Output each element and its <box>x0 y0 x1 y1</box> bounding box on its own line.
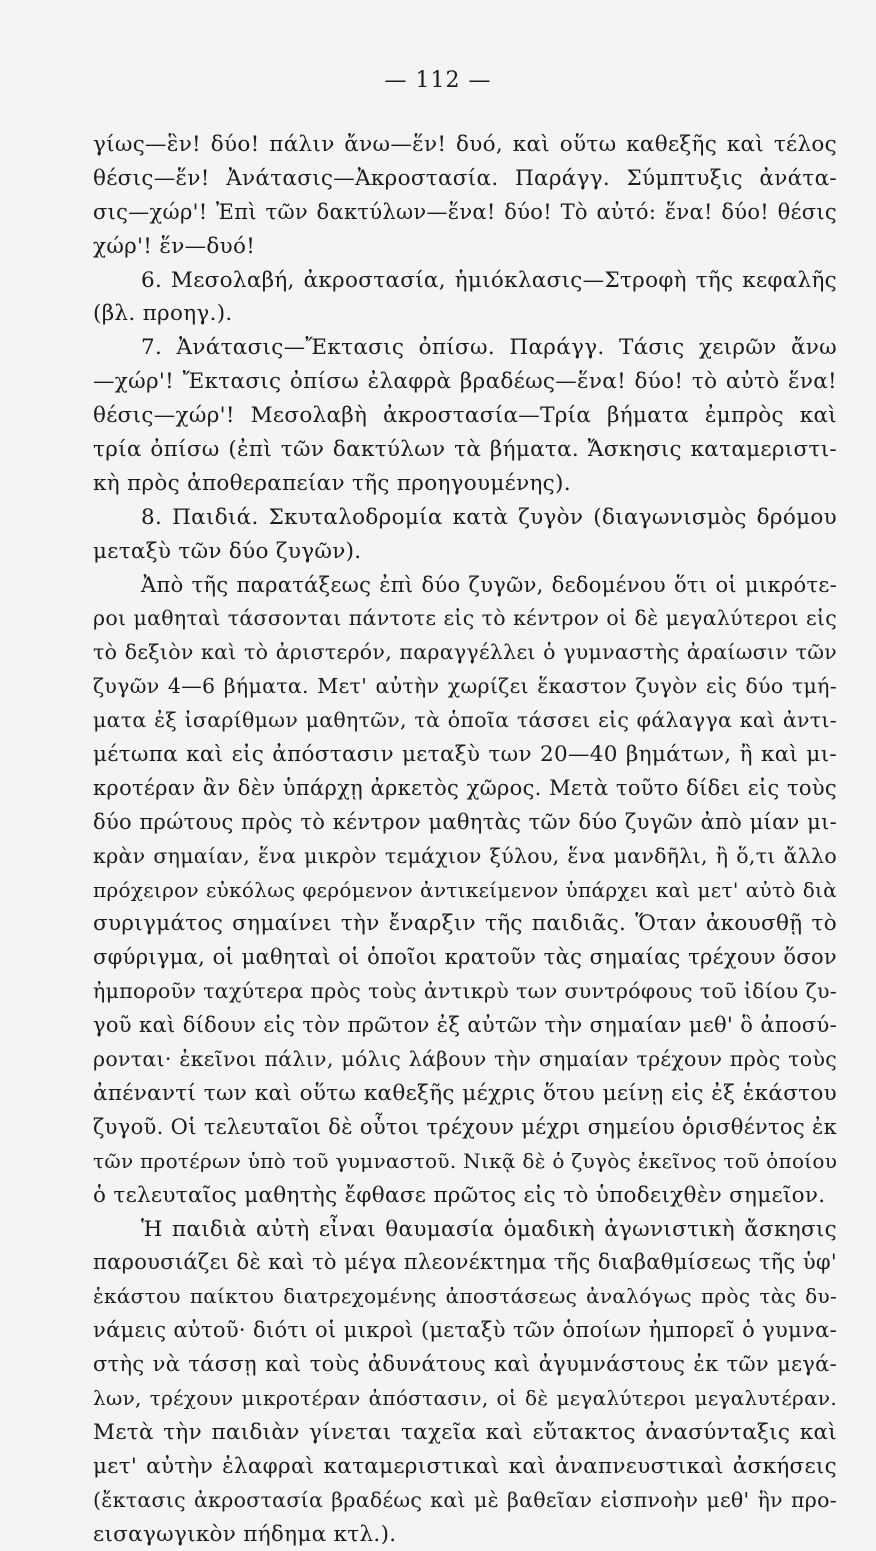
text-line: Ἀπὸ τῆς παρατάξεως ἐπὶ δύο ζυγῶν, δεδομένου ὅτι οἱ μικρότε- <box>141 572 837 597</box>
text-line: 8. Παιδιά. Σκυταλοδρομία κατὰ ζυγὸν (διαγωνισμὸς δρόμου <box>141 504 837 530</box>
text-line: μετ' αὐτὴν ἐλαφραὶ καταμεριστικαὶ καὶ ἀναπνευστικαὶ ἀσκήσεις <box>93 1453 837 1479</box>
text-line: (ἔκτασις ἀκροστασία βραδέως καὶ μὲ βαθεῖαν εἰσπνοὴν μεθ' ἣν προ- <box>93 1487 837 1512</box>
text-line: κρὰν σημαίαν, ἕνα μικρὸν τεμάχιον ξύλου, ἕνα μανδῆλι, ἢ ὅ,τι ἄλλο <box>93 843 837 868</box>
text-line: γοῦ καὶ δίδουν εἰς τὸν πρῶτον ἐξ αὐτῶν τὴν σημαίαν μεθ' ὃ ἀποσύ- <box>93 1013 837 1038</box>
text-line: λων, τρέχουν μικροτέραν ἀπόστασιν, οἱ δὲ μεγαλύτεροι μεγαλυτέραν. <box>93 1385 837 1410</box>
text-line: κροτέραν ἂν δὲν ὑπάρχῃ ἀρκετὸς χῶρος. Μετὰ τοῦτο δίδει εἰς τοὺς <box>93 775 837 800</box>
page-number: — 112 — <box>384 68 492 93</box>
text-line: δύο πρώτους πρὸς τὸ κέντρον μαθητὰς τῶν δύο ζυγῶν ἀπὸ μίαν μι- <box>93 809 837 834</box>
text-line: τῶν προτέρων ὑπὸ τοῦ γυμναστοῦ. Νικᾷ δὲ ὁ ζυγὸς ἐκεῖνος τοῦ ὁποίου <box>93 1148 838 1173</box>
text-line: σις—χώρ'! Ἐπὶ τῶν δακτύλων—ἕνα! δύο! Τὸ αὐτό: ἕνα! δύο! θέσις <box>93 199 837 224</box>
text-line: θέσις—ἕν! Ἀνάτασις—Ἀκροστασία. Παράγγ. Σύμπτυξις ἀνάτα- <box>93 165 837 191</box>
text-line: ἠμποροῦν ταχύτερα πρὸς τοὺς ἀντικρὺ των συντρόφους τοῦ ἰδίου ζυ- <box>93 979 837 1004</box>
text-line: πρόχειρον εὐκόλως φερόμενον ἀντικείμενον ὑπάρχει καὶ μετ' αὐτὸ διὰ <box>93 877 837 902</box>
text-line: ματα ἐξ ἰσαρίθμων μαθητῶν, τὰ ὁποῖα τάσσει εἰς φάλαγγα καὶ ἀντι- <box>93 708 837 733</box>
text-line: μεταξὺ τῶν δύο ζυγῶν). <box>93 538 362 564</box>
text-line: τὸ δεξιὸν καὶ τὸ ἀριστερόν, παραγγέλλει ὁ γυμναστὴς ἀραίωσιν τῶν <box>93 640 837 665</box>
text-line: σφύριγμα, οἱ μαθηταὶ οἱ ὁποῖοι κρατοῦν τὰς σημαίας τρέχουν ὅσον <box>93 945 837 970</box>
text-line: ρονται· ἐκεῖνοι πάλιν, μόλις λάβουν τὴν σημαίαν τρέχουν πρὸς τοὺς <box>93 1047 837 1072</box>
text-line: θέσις—χώρ'! Μεσολαβὴ ἀκροστασία—Τρία βήματα ἐμπρὸς καὶ <box>93 403 837 429</box>
text-line: 7. Ἀνάτασις—Ἔκτασις ὀπίσω. Παράγγ. Τάσις χειρῶν ἄνω <box>141 335 837 361</box>
text-line: Μετὰ τὴν παιδιὰν γίνεται ταχεῖα καὶ εὔτακτος ἀνασύνταξις καὶ <box>93 1419 837 1445</box>
text-line: —χώρ'! Ἔκτασις ὀπίσω ἐλαφρὰ βραδέως—ἕνα! δύο! τὸ αὐτὸ ἕνα! <box>93 369 837 395</box>
text-line: ὁ τελευταῖος μαθητὴς ἔφθασε πρῶτος εἰς τὸ ὑποδειχθὲν σημεῖον. <box>93 1182 826 1208</box>
text-line: νάμεις αὐτοῦ· διότι οἱ μικροὶ (μεταξὺ τῶν ὁποίων ἠμπορεῖ ὁ γυμνα- <box>93 1318 837 1343</box>
text-line: (βλ. προηγ.). <box>93 301 233 327</box>
text-line: ροι μαθηταὶ τάσσονται πάντοτε εἰς τὸ κέντρον οἱ δὲ μεγαλύτεροι εἰς <box>93 606 837 631</box>
text-line: κὴ πρὸς ἀποθεραπείαν τῆς προηγουμένης). <box>93 470 571 496</box>
text-line: 6. Μεσολαβή, ἀκροστασία, ἡμιόκλασις—Στροφὴ τῆς κεφαλῆς <box>141 267 837 293</box>
text-line: στὴς νὰ τάσσῃ καὶ τοὺς ἀδυνάτους καὶ ἀγυμνάστους ἐκ τῶν μεγά- <box>93 1352 837 1377</box>
text-line: Ἡ παιδιὰ αὐτὴ εἶναι θαυμασία ὁμαδικὴ ἀγωνιστικὴ ἄσκησις <box>141 1216 837 1242</box>
text-line: παρουσιάζει δὲ καὶ τὸ μέγα πλεονέκτημα τῆς διαβαθμίσεως τῆς ὑφ' <box>93 1250 837 1275</box>
text-line: συριγμάτος σημαίνει τὴν ἔναρξιν τῆς παιδιᾶς. Ὅταν ἀκουσθῇ τὸ <box>93 911 837 937</box>
text-line: ζυγῶν 4—6 βήματα. Μετ' αὐτὴν χωρίζει ἕκαστον ζυγὸν εἰς δύο τμή- <box>93 674 837 699</box>
text-line: χώρ'! ἕν—δυό! <box>93 233 256 259</box>
body-text <box>93 128 837 1551</box>
text-line: εισαγωγικὸν πήδημα κτλ.). <box>93 1521 397 1547</box>
text-line: ἀπέναντί των καὶ οὕτω καθεξῆς μέχρις ὅτου μείνῃ εἰς ἐξ ἑκάστου <box>93 1080 837 1106</box>
text-line: ἑκάστου παίκτου διατρεχομένης ἀποστάσεως ἀναλόγως πρὸς τὰς δυ- <box>93 1284 837 1309</box>
text-line: γίως—ἓν! δύο! πάλιν ἄνω—ἕν! δυό, καὶ οὕτω καθεξῆς καὶ τέλος <box>93 132 837 157</box>
text-line: τρία ὀπίσω (ἐπὶ τῶν δακτύλων τὰ βήματα. Ἄσκησις καταμεριστι- <box>93 437 837 463</box>
text-line: μέτωπα καὶ εἰς ἀπόστασιν μεταξὺ των 20—40 βημάτων, ἢ καὶ μι- <box>93 742 837 768</box>
text-line: ζυγοῦ. Οἱ τελευταῖοι δὲ οὗτοι τρέχουν μέχρι σημείου ὁρισθέντος ἐκ <box>93 1114 837 1139</box>
